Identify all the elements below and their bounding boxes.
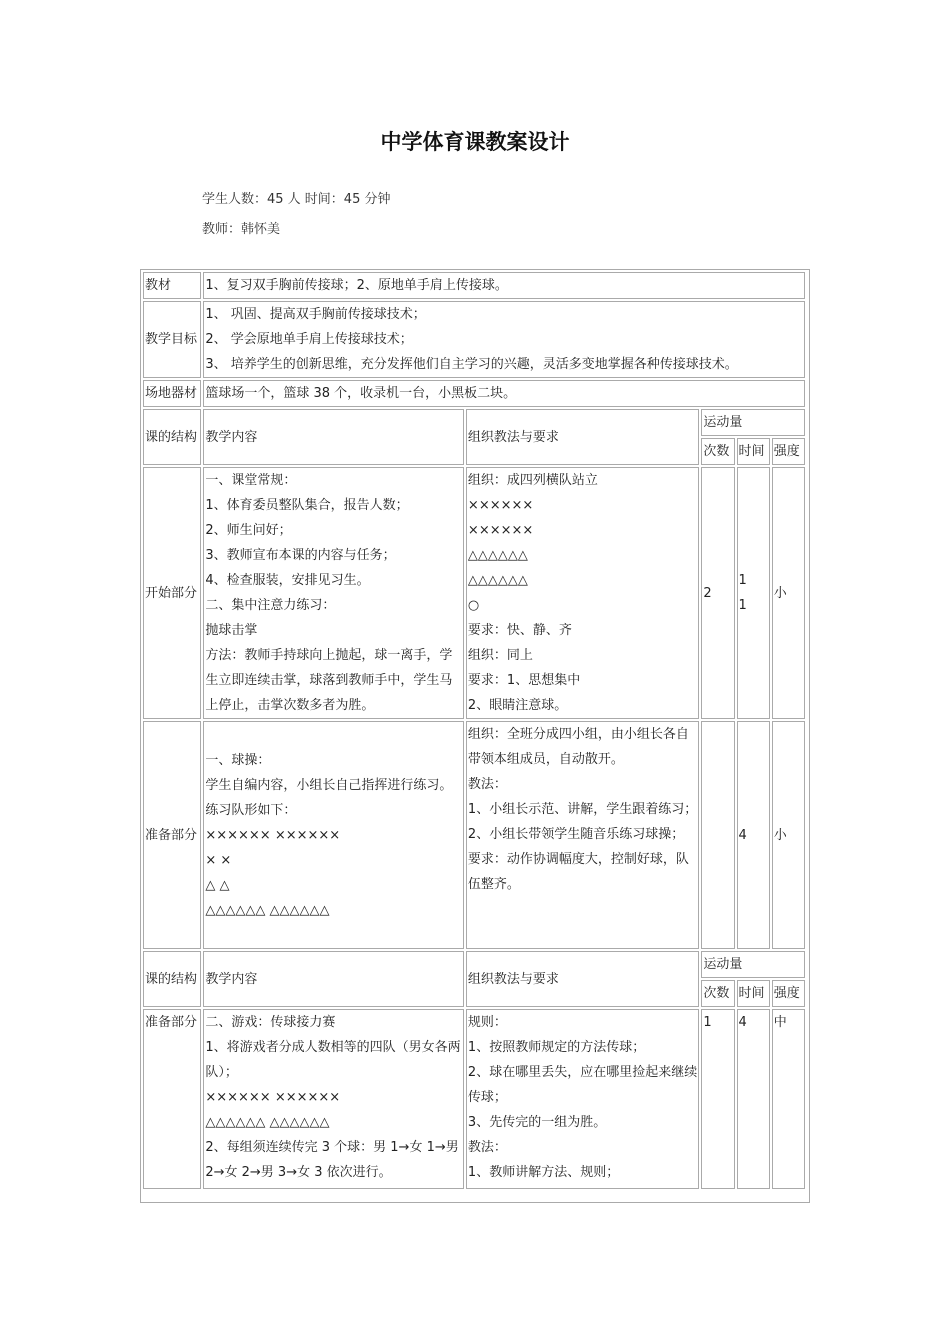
header-load: 运动量 — [701, 951, 805, 978]
header-intensity: 强度 — [772, 980, 805, 1007]
content-line: 二、游戏：传球接力赛 — [205, 1015, 336, 1030]
content-line: × × — [205, 852, 232, 868]
goal-label: 教学目标 — [143, 301, 201, 378]
header-method: 组织教法与要求 — [466, 409, 699, 465]
prep-content — [203, 721, 464, 949]
method-line: ×××××× — [467, 498, 534, 513]
method-line: 1、小组长示范、讲解，学生跟着练习； — [467, 802, 698, 817]
goal-list — [203, 301, 805, 378]
game-method — [466, 1009, 699, 1189]
content-line: ×××××× ×××××× — [205, 1090, 341, 1105]
method-line: 1、教师讲解方法、规则； — [467, 1165, 620, 1180]
content-line: △ △ — [205, 877, 230, 893]
header-time: 时间 — [737, 980, 770, 1007]
header-content: 教学内容 — [203, 951, 464, 1007]
game-content — [203, 1009, 464, 1189]
method-line: 教法： — [467, 777, 507, 792]
start-content — [203, 467, 464, 719]
content-line: 二、集中注意力练习： — [205, 598, 336, 613]
start-intensity: 小 — [772, 467, 805, 719]
method-line: 要求：动作协调幅度大，控制好球，队伍整齐。 — [467, 852, 689, 892]
prep-count — [701, 721, 734, 949]
goal-item: 1、 巩固、提高双手胸前传接球技术； — [205, 307, 426, 322]
content-line: 3、教师宣布本课的内容与任务； — [205, 548, 396, 563]
method-line: △△△△△△ — [467, 548, 528, 563]
header-count: 次数 — [701, 438, 734, 465]
prep-intensity: 小 — [772, 721, 805, 949]
goal-item: 2、 学会原地单手肩上传接球技术； — [205, 332, 413, 347]
method-line: 组织：全班分成四小组，由小组长各自带领本组成员，自动散开。 — [467, 727, 689, 767]
header-structure: 课的结构 — [143, 951, 201, 1007]
start-time — [737, 467, 770, 719]
content-line: ×××××× ×××××× — [205, 827, 341, 843]
method-line: ×××××× — [467, 523, 534, 538]
content-line: 一、球操： — [205, 752, 271, 768]
content-line: 一、课堂常规： — [205, 473, 297, 488]
content-line: 方法：教师手持球向上抛起，球一离手，学生立即连续击掌，球落到教师手中，学生马上停止，击掌次数多者为胜。 — [205, 648, 453, 713]
header-content: 教学内容 — [203, 409, 464, 465]
game-count: 1 — [701, 1009, 734, 1189]
equip-label: 场地器材 — [143, 380, 201, 407]
content-line: 学生自编内容，小组长自己指挥进行练习。练习队形如下： — [205, 777, 453, 818]
game-intensity: 中 — [772, 1009, 805, 1189]
method-line: 组织：成四列横队站立 — [467, 473, 598, 488]
content-line: 1、将游戏者分成人数相等的四队（男女各两队）； — [205, 1040, 461, 1080]
prep-label: 准备部分 — [143, 721, 201, 949]
method-line: 教法： — [467, 1140, 507, 1155]
header-structure: 课的结构 — [143, 409, 201, 465]
header-load: 运动量 — [701, 409, 805, 436]
start-count: 2 — [701, 467, 734, 719]
start-label: 开始部分 — [143, 467, 201, 719]
time-value: 1 — [738, 573, 747, 588]
method-line: 规则： — [467, 1015, 507, 1030]
header-count: 次数 — [701, 980, 734, 1007]
method-line: 2、眼睛注意球。 — [467, 698, 568, 713]
header-method: 组织教法与要求 — [466, 951, 699, 1007]
content-line: 2、师生问好； — [205, 523, 292, 538]
method-line: △△△△△△ — [467, 573, 528, 588]
game-time: 4 — [737, 1009, 770, 1189]
material-text: 1、复习双手胸前传接球；2、原地单手肩上传接球。 — [203, 272, 805, 299]
content-line: 4、检查服装，安排见习生。 — [205, 573, 370, 588]
page-title: 中学体育课教案设计 — [380, 130, 570, 154]
method-line: 2、小组长带领学生随音乐练习球操； — [467, 827, 685, 842]
content-line: 2、每组须连续传完 3 个球：男 1→女 1→男 2→女 2→男 3→女 3 依次进行。 — [205, 1140, 459, 1180]
lesson-plan-table — [140, 269, 810, 1203]
method-line: 3、先传完的一组为胜。 — [467, 1115, 607, 1130]
method-line: 组织：同上 — [467, 648, 533, 663]
content-line: 1、体育委员整队集合，报告人数； — [205, 498, 409, 513]
method-line: ○ — [467, 598, 480, 613]
goal-item: 3、 培养学生的创新思维，充分发挥他们自主学习的兴趣，灵活多变地掌握各种传接球技术。 — [205, 357, 738, 372]
equip-text: 篮球场一个，篮球 38 个，收录机一台，小黑板二块。 — [203, 380, 805, 407]
start-method — [466, 467, 699, 719]
method-line: 要求：1、思想集中 — [467, 673, 581, 688]
content-line: 抛球击掌 — [205, 623, 258, 638]
method-line: 2、球在哪里丢失，应在哪里捡起来继续传球； — [467, 1065, 698, 1105]
game-label: 准备部分 — [143, 1009, 201, 1189]
content-line: △△△△△△ △△△△△△ — [205, 902, 330, 918]
material-label: 教材 — [143, 272, 201, 299]
prep-method — [466, 721, 699, 949]
method-line: 要求：快、静、齐 — [467, 623, 572, 638]
method-line: 1、按照教师规定的方法传球； — [467, 1040, 646, 1055]
teacher-name: 教师：韩怀美 — [202, 222, 281, 237]
content-line: △△△△△△ △△△△△△ — [205, 1115, 330, 1130]
prep-time: 4 — [737, 721, 770, 949]
header-time: 时间 — [737, 438, 770, 465]
student-count-time: 学生人数：45 人 时间：45 分钟 — [202, 192, 391, 207]
time-value: 1 — [738, 598, 747, 613]
header-intensity: 强度 — [772, 438, 805, 465]
